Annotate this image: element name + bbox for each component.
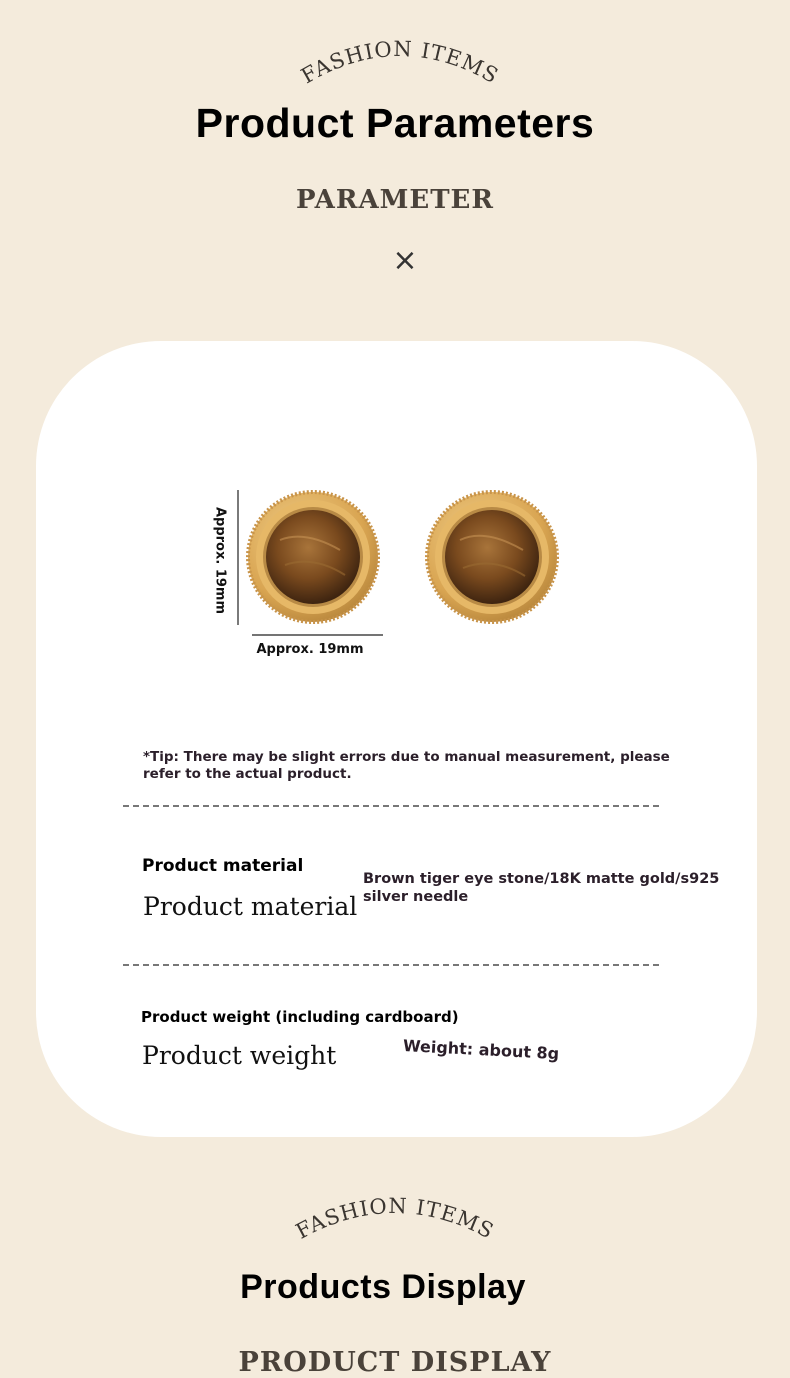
earring-left [248, 492, 378, 622]
svg-text:FASHION ITEMS: FASHION ITEMS [297, 36, 503, 89]
horizontal-dimension-label: Approx. 19mm [256, 642, 364, 657]
earring-right [427, 492, 557, 622]
section1-subtitle: PARAMETER [296, 185, 494, 215]
section2-title: Products Display [240, 1268, 526, 1306]
section1-eyebrow [295, 30, 505, 90]
section2-eyebrow [290, 1195, 500, 1255]
close-icon[interactable]: × [392, 243, 418, 278]
weight-label-large: Product weight [142, 1041, 337, 1070]
weight-value: Weight: about 8g [402, 1036, 560, 1064]
measurement-tip: *Tip: There may be slight errors due to manual measurement, please refer to the actual product. [143, 749, 670, 782]
divider [123, 805, 659, 807]
material-label-large: Product material [143, 892, 358, 921]
divider [123, 964, 659, 966]
section2-subtitle: PRODUCT DISPLAY [238, 1347, 552, 1378]
svg-text:FASHION ITEMS: FASHION ITEMS [291, 1195, 498, 1244]
material-value: Brown tiger eye stone/18K matte gold/s925 silver needle [363, 871, 720, 905]
material-label-small: Product material [142, 856, 304, 876]
page-title: Product Parameters [195, 100, 595, 146]
vertical-dimension-label: Approx. 19mm [212, 506, 228, 615]
weight-label-small: Product weight (including cardboard) [141, 1008, 459, 1026]
